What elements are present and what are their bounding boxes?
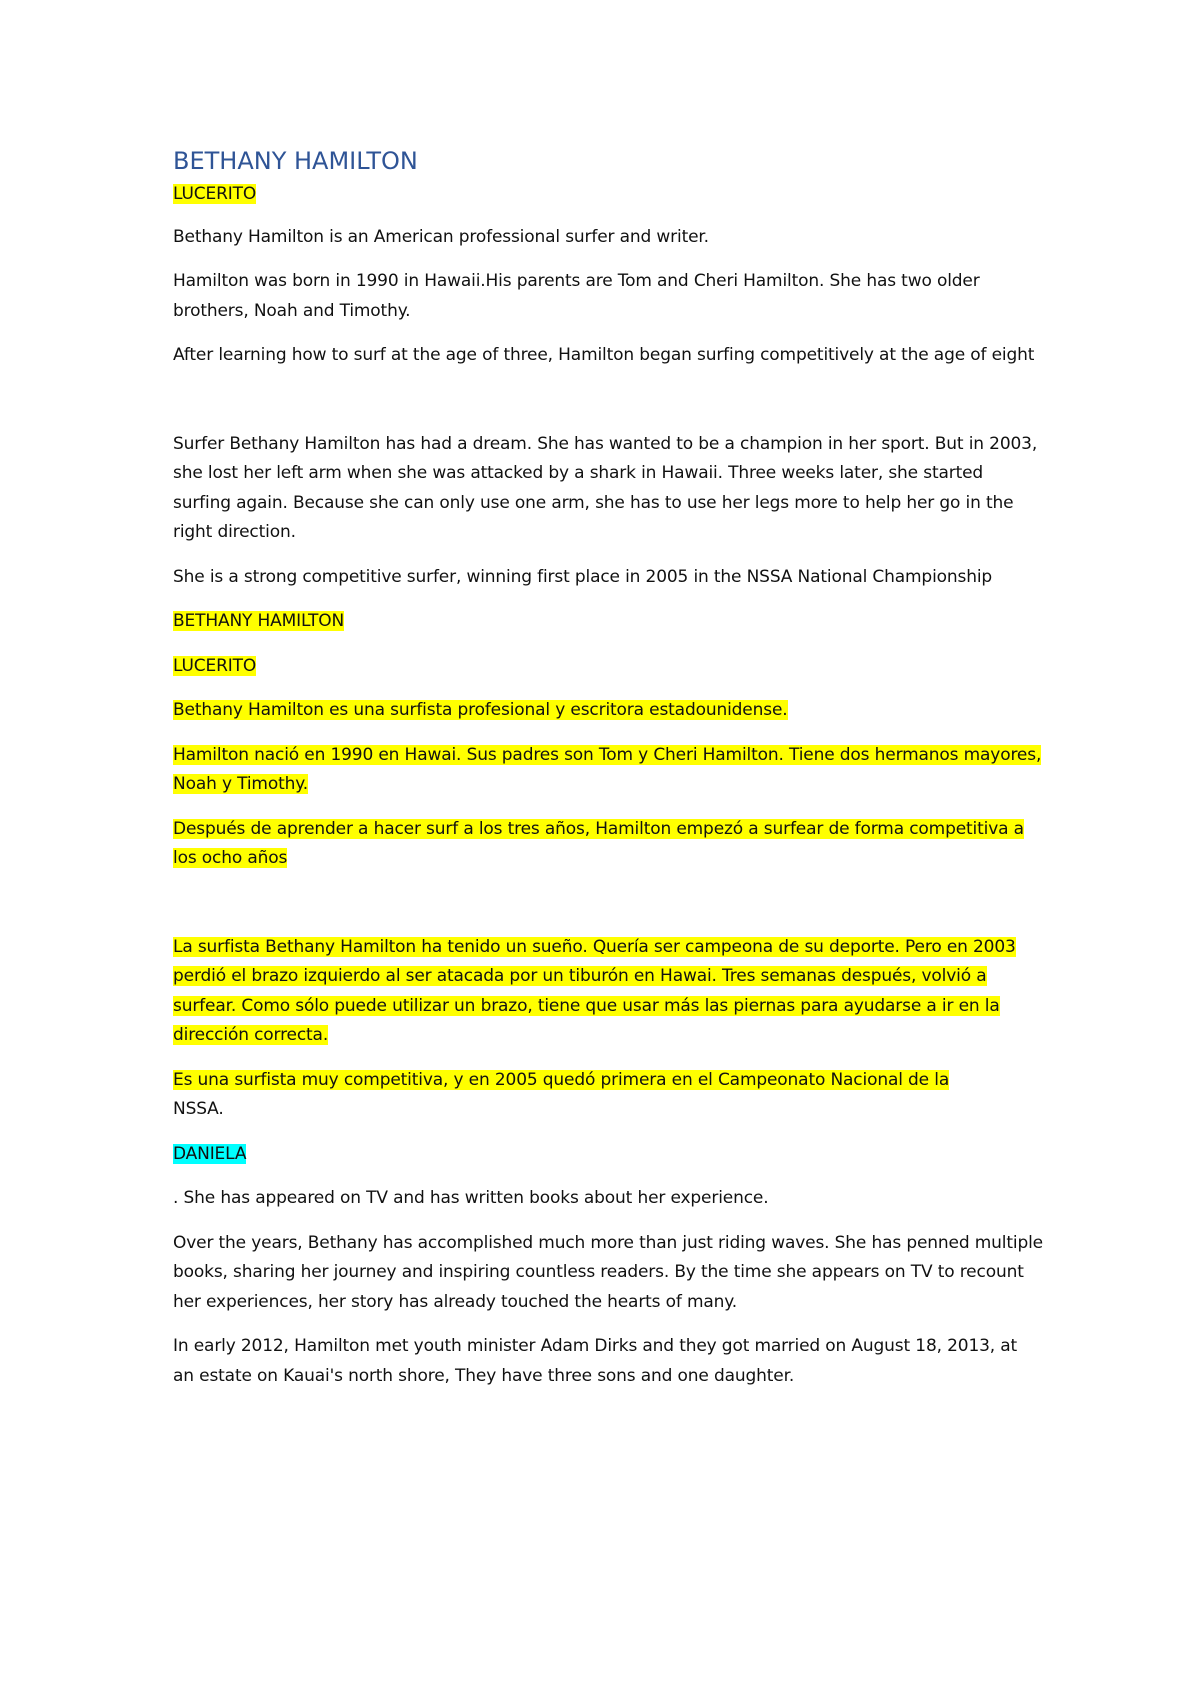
daniela-paragraph-1: . She has appeared on TV and has written books about her experience. xyxy=(173,1188,769,1208)
author-lucerito-text: LUCERITO xyxy=(173,184,257,204)
document-page xyxy=(173,146,1043,1406)
es-paragraph-1-text: Bethany Hamilton es una surfista profesional y escritora estadounidense. xyxy=(173,700,788,720)
es-paragraph-3 xyxy=(173,815,1043,874)
blank-line xyxy=(173,889,1043,933)
es-paragraph-4-text: La surfista Bethany Hamilton ha tenido un sueño. Quería ser campeona de su deporte. Pero en 2003 perdió el brazo izquierdo al ser atacada por un tiburón en Hawai. Tres semanas después, volvió a surfear. Como sólo puede utilizar un brazo, tiene que usar más las piernas para ayudarse a ir en la dirección correcta. xyxy=(173,936,1016,1045)
author-label-lucerito xyxy=(173,180,1043,210)
en-paragraph-2: Hamilton was born in 1990 in Hawaii.His parents are Tom and Cheri Hamilton. She has two older brothers, Noah and Timothy. xyxy=(173,271,980,321)
en-paragraph-3: After learning how to surf at the age of three, Hamilton began surfing competitively at the age of eight xyxy=(173,345,1035,365)
document-title: BETHANY HAMILTON xyxy=(173,147,418,175)
es-title xyxy=(173,607,1043,637)
es-paragraph-2-text: Hamilton nació en 1990 en Hawai. Sus padres son Tom y Cheri Hamilton. Tiene dos hermanos mayores, Noah y Timothy. xyxy=(173,744,1042,794)
es-paragraph-3-text: Después de aprender a hacer surf a los tres años, Hamilton empezó a surfear de forma competitiva a los ocho años xyxy=(173,818,1024,868)
es-paragraph-1 xyxy=(173,696,1043,726)
es-paragraph-5-text: Es una surfista muy competitiva, y en 2005 quedó primera en el Campeonato Nacional de la xyxy=(173,1069,950,1090)
daniela-paragraph-3: In early 2012, Hamilton met youth minister Adam Dirks and they got married on August 18, 2013, at an estate on Kauai's north shore, They have three sons and one daughter. xyxy=(173,1336,1018,1386)
es-paragraph-5 xyxy=(173,1066,1043,1125)
es-title-text: BETHANY HAMILTON xyxy=(173,611,345,631)
es-author-text: LUCERITO xyxy=(173,655,257,676)
es-paragraph-5-end: NSSA. xyxy=(173,1099,224,1119)
es-paragraph-4 xyxy=(173,933,1043,1051)
blank-line xyxy=(173,386,1043,430)
daniela-paragraph-2: Over the years, Bethany has accomplished much more than just riding waves. She has penned multiple books, sharing her journey and inspiring countless readers. By the time she appears on TV to recount her experiences, her story has already touched the hearts of many. xyxy=(173,1232,1043,1312)
en-paragraph-4: Surfer Bethany Hamilton has had a dream. She has wanted to be a champion in her sport. But in 2003, she lost her left arm when she was attacked by a shark in Hawaii. Three weeks later, she started surfing again. Because she can only use one arm, she has to use her legs more to help her go in the right direction. xyxy=(173,433,1038,542)
author-daniela-text: DANIELA xyxy=(173,1143,247,1164)
es-author-lucerito xyxy=(173,652,1043,682)
en-paragraph-1: Bethany Hamilton is an American professional surfer and writer. xyxy=(173,226,709,247)
en-paragraph-5: She is a strong competitive surfer, winning first place in 2005 in the NSSA National Championship xyxy=(173,566,993,587)
author-label-daniela xyxy=(173,1140,1043,1170)
es-paragraph-2 xyxy=(173,741,1043,800)
